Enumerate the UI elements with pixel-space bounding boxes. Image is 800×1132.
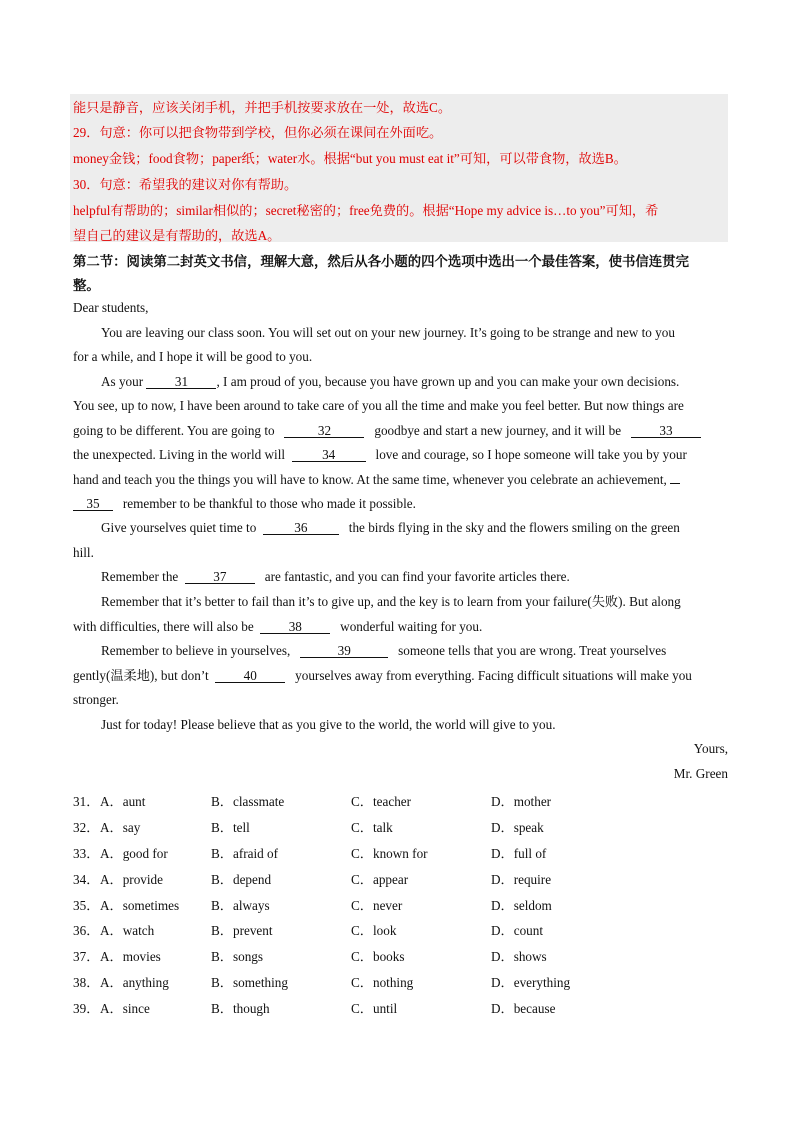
blank-38: 38 [260,620,330,634]
option-c[interactable]: C．look [351,923,397,938]
option-c[interactable]: C．appear [351,872,409,887]
option-d[interactable]: D．because [491,1001,556,1016]
letter-paragraph-line: going to be different. You are going to 32 goodbye and start a new journey, and it will be 33 [73,423,701,439]
answer-line: helpful有帮助的；similar相似的；secret秘密的；free免费的。根据“Hope my advice is…to you”可知，希 [73,203,659,218]
blank-40: 40 [215,669,285,683]
section-heading-cont: 整。 [73,278,100,293]
option-a[interactable]: A．say [100,820,141,835]
letter-paragraph-line: hill. [73,545,94,560]
letter-paragraph-line: As your 31 , I am proud of you, because you have grown up and you can make your own decisions. [101,374,680,389]
letter-paragraph-line: for a while, and I hope it will be good to you. [73,349,313,364]
option-b[interactable]: B．prevent [211,923,273,938]
question-number: 34． [73,872,100,887]
option-d[interactable]: D．seldom [491,898,552,913]
option-b[interactable]: B．always [211,898,270,913]
letter-paragraph-line: Remember that it’s better to fail than it’s to give up, and the key is to learn from your failure(失败). But along [101,594,681,609]
letter-paragraph-line: the unexpected. Living in the world will 34 love and courage, so I hope someone will take you by your [73,447,687,462]
answer-line: money金钱；food食物；paper纸；water水。根据“but you must eat it”可知，可以带食物，故选B。 [73,151,627,166]
answer-line: 30．句意：希望我的建议对你有帮助。 [73,177,298,192]
option-a[interactable]: A．sometimes [100,898,180,913]
answer-line: 能只是静音，应该关闭手机，并把手机按要求放在一处，故选C。 [73,100,452,115]
blank-37: 37 [185,570,255,584]
answer-line: 望自己的建议是有帮助的，故选A。 [73,228,281,243]
letter-paragraph-line: Give yourselves quiet time to 36 the birds flying in the sky and the flowers smiling on the green [101,520,680,535]
letter-paragraph-line: Remember to believe in yourselves, 39 someone tells that you are wrong. Treat yourselves [101,643,667,658]
letter-closing: Yours, [693,741,728,756]
letter-paragraph-line: You see, up to now, I have been around to take care of you all the time and make you feel better. But now things are [73,398,684,413]
option-d[interactable]: D．require [491,872,552,887]
letter-paragraph-line: gently(温柔地), but don’t 40 yourselves away from everything. Facing difficult situations will make you [73,668,692,683]
option-a[interactable]: A．anything [100,975,169,990]
blank-33: 33 [631,424,701,438]
option-b[interactable]: B．though [211,1001,270,1016]
question-number: 31． [73,794,100,809]
blank-35: 35 [73,497,113,511]
option-b[interactable]: B．classmate [211,794,285,809]
option-c[interactable]: C．never [351,898,403,913]
blank-31: 31 [146,375,216,389]
letter-paragraph-line: Remember the 37 are fantastic, and you can find your favorite articles there. [101,569,570,584]
option-c[interactable]: C．known for [351,846,428,861]
option-c[interactable]: C．teacher [351,794,412,809]
blank-39: 39 [300,644,388,658]
letter-greeting: Dear students, [73,300,149,315]
option-b[interactable]: B．depend [211,872,272,887]
option-a[interactable]: A．aunt [100,794,146,809]
question-number: 35． [73,898,100,913]
option-d[interactable]: D．full of [491,846,547,861]
option-d[interactable]: D．shows [491,949,547,964]
option-c[interactable]: C．books [351,949,405,964]
letter-paragraph-line: stronger. [73,692,119,707]
option-b[interactable]: B．afraid of [211,846,279,861]
question-number: 32． [73,820,100,835]
option-b[interactable]: B．songs [211,949,264,964]
option-a[interactable]: A．since [100,1001,150,1016]
blank-36: 36 [263,521,339,535]
option-d[interactable]: D．everything [491,975,571,990]
letter-signature: Mr. Green [673,766,728,781]
option-a[interactable]: A．movies [100,949,161,964]
question-number: 38． [73,975,100,990]
answer-line: 29．句意：你可以把食物带到学校，但你必须在课间在外面吃。 [73,125,443,140]
option-c[interactable]: C．until [351,1001,398,1016]
letter-paragraph-line: with difficulties, there will also be 38 wonderful waiting for you. [73,619,483,634]
question-number: 39． [73,1001,100,1016]
option-d[interactable]: D．mother [491,794,552,809]
question-number: 36． [73,923,100,938]
option-a[interactable]: A．good for [100,846,168,861]
option-a[interactable]: A．watch [100,923,155,938]
letter-paragraph-line: 35 remember to be thankful to those who made it possible. [73,496,416,512]
letter-paragraph-line: You are leaving our class soon. You will set out on your new journey. It’s going to be strange and new to you [101,325,675,340]
question-number: 37． [73,949,100,964]
option-c[interactable]: C．nothing [351,975,414,990]
option-b[interactable]: B．something [211,975,288,990]
blank-34: 34 [292,448,366,462]
question-number: 33． [73,846,100,861]
letter-paragraph-line: Just for today! Please believe that as you give to the world, the world will give to you. [101,717,556,732]
blank-35-start [670,483,680,484]
option-b[interactable]: B．tell [211,820,250,835]
section-heading: 第二节：阅读第二封英文书信，理解大意，然后从各小题的四个选项中选出一个最佳答案，使书信连贯完 [73,254,689,269]
option-c[interactable]: C．talk [351,820,393,835]
blank-32: 32 [284,424,364,438]
option-a[interactable]: A．provide [100,872,163,887]
option-d[interactable]: D．count [491,923,544,938]
option-d[interactable]: D．speak [491,820,544,835]
answer-explanation-box [70,94,728,242]
letter-paragraph-line: hand and teach you the things you will have to know. At the same time, whenever you celebrate an achievement, [73,472,680,488]
